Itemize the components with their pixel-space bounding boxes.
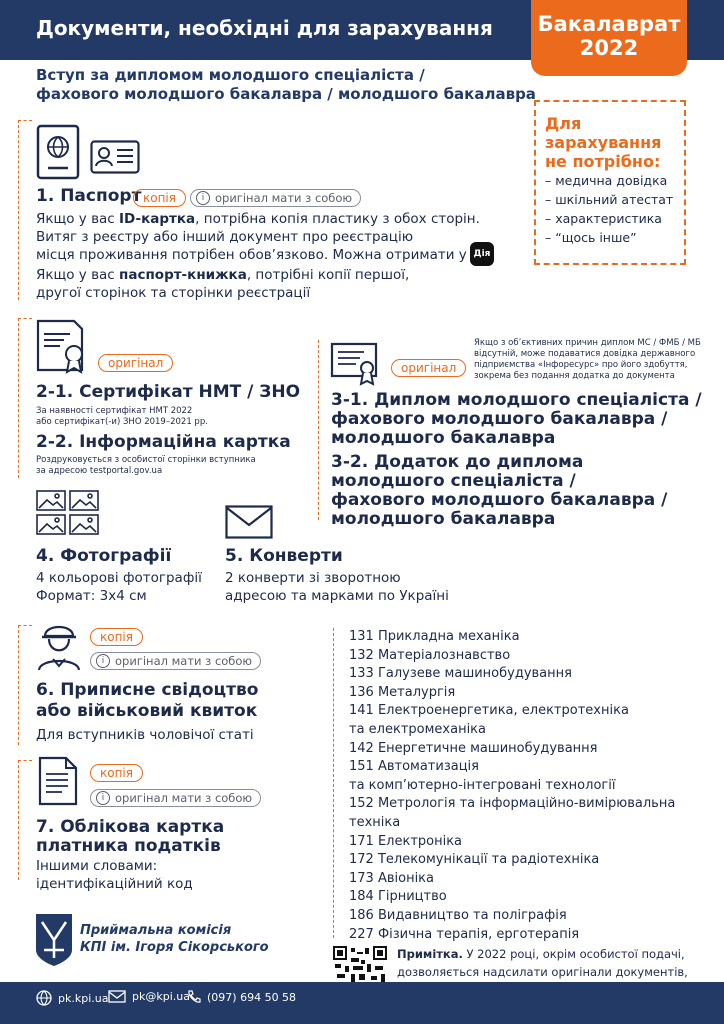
footer-site-link[interactable] [36,990,108,1006]
passport-icon [36,124,80,180]
specialty-item: 171 Електроніка [349,833,463,849]
original-tag-label: оригінал мати з собою [215,191,353,205]
not-required-item: – шкільний атестат [545,192,674,207]
info-card-note1: Роздруковується з особистої сторінки вступника [36,455,256,465]
footer-site-label: pk.kpi.ua [58,991,109,1005]
original-tag-label: оригінал мати з собою [115,791,253,805]
specialty-item: 184 Гірництво [349,889,447,905]
footer-phone-link[interactable] [187,990,296,1004]
original-tag [90,652,261,670]
diploma-supplement-line1: 3-2. Додаток до диплома [331,452,584,472]
envelope-icon [225,505,273,539]
info-card-note2: за адресою testportal.gov.ua [36,466,163,476]
diploma-supplement-line3: фахового молодшого бакалавра / [331,490,668,510]
diploma-title-line1: 3-1. Диплом молодшого спеціаліста / [331,390,702,410]
diploma-supplement-line4: молодшого бакалавра [331,509,556,529]
diploma-note3: підприємства «Інфоресурс» про його здобуття, [474,360,688,370]
section-divider [18,318,32,319]
military-title-line1: 6. Приписне свідоцтво [36,680,259,700]
envelopes-title: 5. Конверти [225,546,343,566]
specialty-item: 186 Видавництво та поліграфія [349,907,567,923]
degree-year: 2022 [579,36,639,60]
original-tag-label: оригінал мати з собою [115,654,253,668]
specialty-item: 172 Телекомунікації та радіотехніка [349,852,600,868]
page-title: Документи, необхідні для зарахування [36,16,493,40]
tax-title-line2: платника податків [36,836,221,856]
subtitle-line2: фахового молодшого бакалавра / молодшого бакалавра [36,85,536,103]
info-icon: i [96,791,110,805]
tax-line1: Іншими словами: [36,858,158,874]
committee-line2: КПІ ім. Ігоря Сікорського [80,940,269,955]
copy-tag: копія [90,628,143,646]
not-required-box [534,100,686,265]
section-divider [18,760,19,880]
original-tag: оригінал [391,359,466,377]
specialty-item: 227 Фізична терапія, ерготерапія [349,926,580,942]
original-tag [190,189,361,207]
specialty-item: 141 Електроенергетика, електротехніка [349,703,629,719]
specialty-item: та електромеханіка [349,721,487,737]
diploma-title-line2: фахового молодшого бакалавра / [331,409,668,429]
committee-line1: Приймальна комісія [80,923,232,938]
mail-icon [108,990,126,1003]
photos-line2: Формат: 3х4 см [36,588,147,604]
degree-label: Бакалаврат [537,12,681,36]
specialty-item: техніка [349,814,401,830]
section-divider [18,318,19,478]
footer-phone-label: (097) 694 50 58 [207,990,297,1004]
passport-title: 1. Паспорт [36,186,142,206]
passport-line3: місця проживання потрібен обов’язково. Можна отримати у [36,247,467,263]
section-divider [18,625,19,745]
section-divider [18,120,19,300]
specialty-item: 136 Металургія [349,684,456,700]
not-required-item: – характеристика [545,211,662,226]
diia-logo-icon: Дія [470,242,494,266]
info-icon: i [96,654,110,668]
specialty-item: 152 Метрологія та інформаційно-вимірювальна [349,796,676,812]
kpi-logo-icon [34,912,74,968]
not-required-heading3: не потрібно: [545,152,661,171]
note-line1: Примітка. У 2022 році, окрім особистої подачі, [397,947,685,961]
note-line2: дозволяється надсилати оригінали документів, [397,964,688,979]
footer-email-label: pk@kpi.ua [132,990,190,1003]
certificate-note1: За наявності сертифікат НМТ 2022 [36,406,193,416]
original-tag [90,789,261,807]
not-required-heading1: Для [545,114,582,133]
section-divider [18,120,32,121]
diploma-supplement-line2: молодшого спеціаліста / [331,471,576,491]
copy-tag: копія [90,764,143,782]
photos-line1: 4 кольорові фотографії [36,570,202,586]
subtitle-line1: Вступ за дипломом молодшого спеціаліста / [36,66,425,84]
copy-tag: копія [133,189,186,207]
soldier-icon [36,620,82,672]
section-divider [333,628,334,938]
original-tag: оригінал [98,354,173,372]
footer-email-link[interactable] [108,990,190,1003]
not-required-item: – “щось інше” [545,230,637,245]
section-divider [18,625,32,626]
military-title-line2: або військовий квиток [36,701,258,721]
photos-title: 4. Фотографії [36,546,172,566]
section-divider [318,340,319,520]
specialty-item: 173 Авіоніка [349,870,434,886]
section-divider [18,760,32,761]
tax-line2: ідентифікаційний код [36,876,193,892]
passport-line5: другої сторінок та сторінки реєстрації [36,285,311,301]
degree-badge [531,0,687,76]
not-required-heading2: зарахування [545,133,662,152]
specialties-list [349,628,675,944]
envelopes-line2: адресою та марками по Україні [225,588,449,604]
passport-line1: Якщо у вас ID-картка, потрібна копія пластику з обох сторін. [36,211,480,227]
certificate-title: 2-1. Сертифікат НМТ / ЗНО [36,382,301,402]
specialty-item: 132 Матеріалознавство [349,647,511,663]
specialty-item: 133 Галузеве машинобудування [349,666,572,682]
certificate-icon [34,318,92,374]
military-line1: Для вступників чоловічої статі [36,727,254,743]
certificate-note2: або сертифікат(-и) ЗНО 2019–2021 рр. [36,417,208,427]
not-required-item: – медична довідка [545,173,668,188]
diploma-note4: зокрема без подання додатка до документа [474,371,675,381]
info-icon: i [196,191,210,205]
photos-icon [36,490,100,536]
diploma-icon [330,340,380,388]
diploma-note2: відсутній, може подаватися довідка державного [474,349,696,359]
specialty-item: 142 Енергетичне машинобудування [349,740,598,756]
diploma-title-line3: молодшого бакалавра [331,428,556,448]
globe-icon [36,990,52,1006]
diploma-note1: Якщо з об’єктивних причин диплом МС / ФМБ / МБ [474,338,701,348]
specialty-item: 151 Автоматизація [349,759,479,775]
passport-line4: Якщо у вас паспорт-книжка, потрібні копії першої, [36,267,410,283]
tax-title-line1: 7. Облікова картка [36,817,225,837]
envelopes-line1: 2 конверти зі зворотною [225,570,401,586]
specialty-item: 131 Прикладна механіка [349,629,520,644]
id-card-icon [90,140,140,174]
footer-bar [0,982,724,1024]
specialty-item: та комп’ютерно-інтегровані технології [349,777,616,793]
document-icon [38,756,78,806]
passport-line2: Витяг з реєстру або інший документ про реєстрацію [36,229,414,245]
phone-icon [187,990,201,1004]
info-card-title: 2-2. Інформаційна картка [36,432,291,452]
